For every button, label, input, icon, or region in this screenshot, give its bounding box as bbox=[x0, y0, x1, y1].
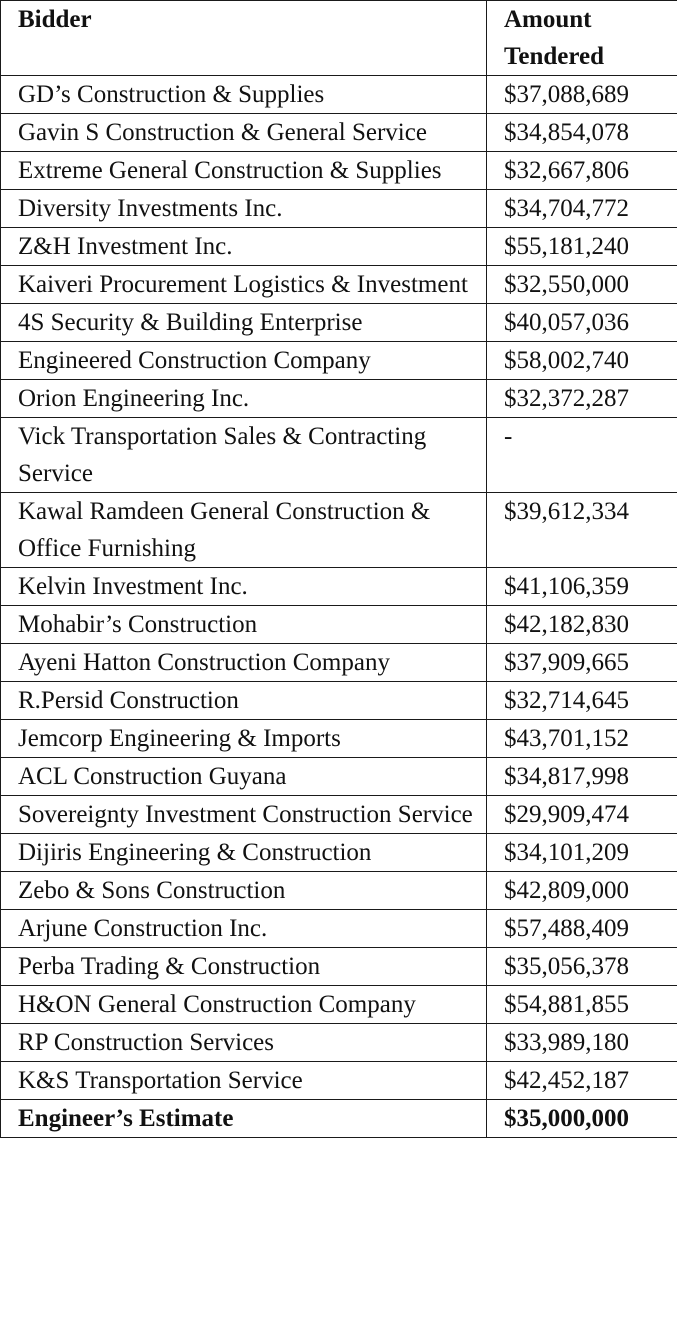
amount-cell: $55,181,240 bbox=[487, 228, 677, 266]
table-row bbox=[1, 1024, 677, 1062]
table-row bbox=[1, 720, 677, 758]
bidder-cell: Mohabir’s Construction bbox=[1, 606, 487, 644]
header-row bbox=[1, 1, 677, 76]
table-row bbox=[1, 342, 677, 380]
table-row bbox=[1, 76, 677, 114]
amount-cell: $32,714,645 bbox=[487, 682, 677, 720]
header-bidder: Bidder bbox=[1, 1, 487, 76]
amount-cell: $35,056,378 bbox=[487, 948, 677, 986]
bidder-cell: Arjune Construction Inc. bbox=[1, 910, 487, 948]
table-row bbox=[1, 380, 677, 418]
amount-cell: $57,488,409 bbox=[487, 910, 677, 948]
table-row bbox=[1, 872, 677, 910]
table-row bbox=[1, 493, 677, 568]
table-row bbox=[1, 644, 677, 682]
estimate-row bbox=[1, 1100, 677, 1138]
table-row bbox=[1, 190, 677, 228]
bidder-cell: Kawal Ramdeen General Construction & Office Furnishing bbox=[1, 493, 487, 568]
amount-cell: $39,612,334 bbox=[487, 493, 677, 568]
amount-cell: $34,101,209 bbox=[487, 834, 677, 872]
amount-cell: $54,881,855 bbox=[487, 986, 677, 1024]
estimate-label: Engineer’s Estimate bbox=[1, 1100, 487, 1138]
bidder-cell: Engineered Construction Company bbox=[1, 342, 487, 380]
amount-cell: $42,452,187 bbox=[487, 1062, 677, 1100]
bidder-cell: RP Construction Services bbox=[1, 1024, 487, 1062]
amount-cell: $33,989,180 bbox=[487, 1024, 677, 1062]
amount-cell: $41,106,359 bbox=[487, 568, 677, 606]
bidder-cell: Kelvin Investment Inc. bbox=[1, 568, 487, 606]
amount-cell: $29,909,474 bbox=[487, 796, 677, 834]
table-row bbox=[1, 418, 677, 493]
table-row bbox=[1, 682, 677, 720]
header-amount: Amount Tendered bbox=[487, 1, 677, 76]
bidder-cell: Vick Transportation Sales & Contracting Service bbox=[1, 418, 487, 493]
bidder-cell: Ayeni Hatton Construction Company bbox=[1, 644, 487, 682]
bidder-cell: Sovereignty Investment Construction Service bbox=[1, 796, 487, 834]
table-row bbox=[1, 606, 677, 644]
bidder-cell: Z&H Investment Inc. bbox=[1, 228, 487, 266]
bidder-cell: K&S Transportation Service bbox=[1, 1062, 487, 1100]
bidder-cell: R.Persid Construction bbox=[1, 682, 487, 720]
amount-cell: $32,550,000 bbox=[487, 266, 677, 304]
table-row bbox=[1, 266, 677, 304]
bidder-cell: 4S Security & Building Enterprise bbox=[1, 304, 487, 342]
bidder-cell: Gavin S Construction & General Service bbox=[1, 114, 487, 152]
table-row bbox=[1, 114, 677, 152]
bidder-cell: ACL Construction Guyana bbox=[1, 758, 487, 796]
table-row bbox=[1, 834, 677, 872]
bidder-cell: Diversity Investments Inc. bbox=[1, 190, 487, 228]
amount-cell: $34,704,772 bbox=[487, 190, 677, 228]
bidder-cell: Jemcorp Engineering & Imports bbox=[1, 720, 487, 758]
amount-cell: $32,667,806 bbox=[487, 152, 677, 190]
amount-cell: $34,854,078 bbox=[487, 114, 677, 152]
table-row bbox=[1, 910, 677, 948]
bidder-cell: Kaiveri Procurement Logistics & Investment bbox=[1, 266, 487, 304]
bidder-cell: GD’s Construction & Supplies bbox=[1, 76, 487, 114]
bidder-cell: Zebo & Sons Construction bbox=[1, 872, 487, 910]
bidder-cell: Dijiris Engineering & Construction bbox=[1, 834, 487, 872]
bidder-cell: Extreme General Construction & Supplies bbox=[1, 152, 487, 190]
bidder-cell: H&ON General Construction Company bbox=[1, 986, 487, 1024]
table-row bbox=[1, 796, 677, 834]
table-row bbox=[1, 568, 677, 606]
amount-cell: $34,817,998 bbox=[487, 758, 677, 796]
table-row bbox=[1, 228, 677, 266]
table-row bbox=[1, 986, 677, 1024]
amount-cell: $42,809,000 bbox=[487, 872, 677, 910]
amount-cell: $43,701,152 bbox=[487, 720, 677, 758]
amount-cell: $40,057,036 bbox=[487, 304, 677, 342]
amount-cell: $37,909,665 bbox=[487, 644, 677, 682]
table-row bbox=[1, 304, 677, 342]
amount-cell: $58,002,740 bbox=[487, 342, 677, 380]
table-body bbox=[1, 76, 677, 1100]
table-row bbox=[1, 1062, 677, 1100]
amount-cell: - bbox=[487, 418, 677, 493]
amount-cell: $42,182,830 bbox=[487, 606, 677, 644]
amount-cell: $37,088,689 bbox=[487, 76, 677, 114]
table-row bbox=[1, 152, 677, 190]
amount-cell: $32,372,287 bbox=[487, 380, 677, 418]
bidder-cell: Perba Trading & Construction bbox=[1, 948, 487, 986]
bidder-cell: Orion Engineering Inc. bbox=[1, 380, 487, 418]
table-row bbox=[1, 758, 677, 796]
table-row bbox=[1, 948, 677, 986]
estimate-amount: $35,000,000 bbox=[487, 1100, 677, 1138]
